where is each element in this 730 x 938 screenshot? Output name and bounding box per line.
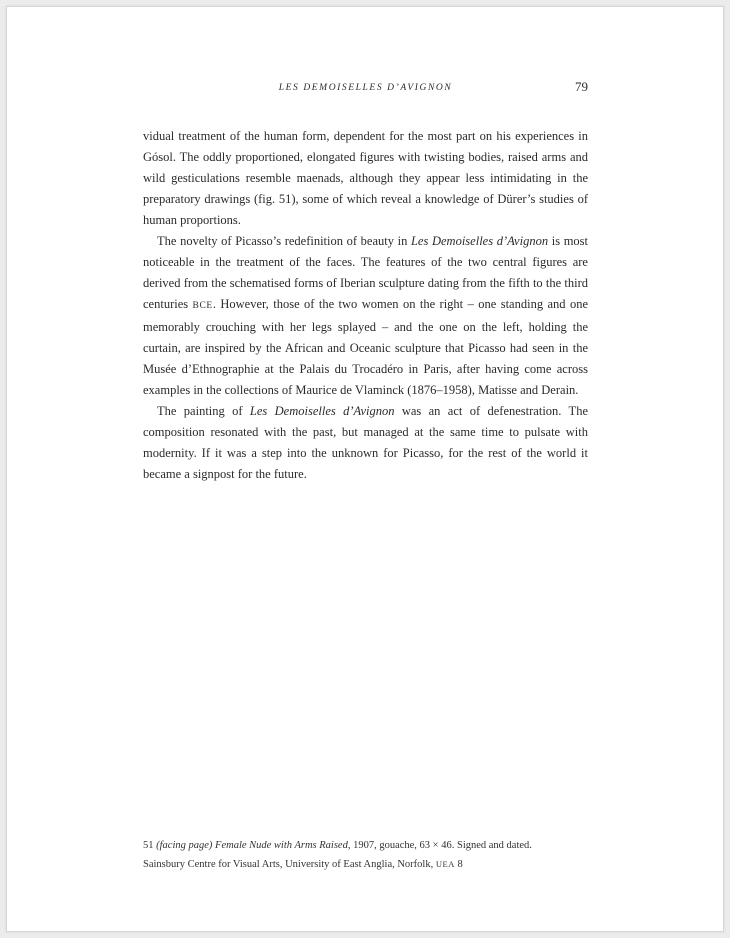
paragraph-1 bbox=[143, 126, 588, 231]
caption-collection-abbrev: UEA bbox=[435, 859, 455, 869]
caption-note: (facing page) bbox=[156, 840, 213, 851]
paragraph-2-text-a: The novelty of Picasso’s redefinition of beauty in bbox=[157, 234, 411, 248]
page-number: 79 bbox=[575, 79, 588, 94]
paragraph-2-text-b: is most noticeable in the treatment of the faces. The features of the two central figures are derived from the schematised forms of Iberian sculpture dating from the fifth to the third centuries bbox=[143, 234, 588, 311]
caption-artwork-title: Female Nude with Arms Raised bbox=[215, 840, 348, 851]
paragraph-3-text-a: The painting of bbox=[157, 404, 250, 418]
paragraph-3 bbox=[143, 401, 588, 485]
paragraph-2-text-c: . However, those of the two women on the right – one standing and one memorably crouching with her legs splayed – and the one on the left, holding the curtain, are inspired by the African and Oceanic sculpture that Picasso had seen in the Musée d’Ethnographie at the Palais du Trocadéro in Paris, after having come across examples in the collections of Maurice de Vlaminck (1876–1958), Matisse and Derain. bbox=[143, 297, 589, 397]
caption-line-2 bbox=[143, 855, 603, 874]
bce-abbreviation: BCE bbox=[192, 301, 213, 311]
paragraph-3-artwork-title: Les Demoiselles d’Avignon bbox=[249, 404, 395, 418]
caption-line-1 bbox=[143, 837, 603, 855]
body-text bbox=[143, 126, 588, 485]
figure-number: 51 bbox=[143, 840, 154, 851]
figure-caption bbox=[143, 837, 603, 874]
caption-collection: Sainsbury Centre for Visual Arts, University of East Anglia, Norfolk, bbox=[143, 859, 436, 870]
paragraph-2 bbox=[143, 231, 588, 401]
caption-details: , 1907, gouache, 63 × 46. Signed and dated. bbox=[347, 840, 532, 851]
paragraph-1-text: vidual treatment of the human form, dependent for the most part on his experiences in Gósol. The oddly proportioned, elongated figures with twisting bodies, raised arms and wild gesticulations resemble maenads, although they appear less intimidating in the preparatory drawings (fig. 51), some of which reveal a knowledge of Dürer’s studies of human proportions. bbox=[143, 129, 588, 227]
caption-accession: 8 bbox=[454, 859, 463, 870]
running-head bbox=[143, 78, 588, 98]
paragraph-3-text-b: was an act of defenestration. The composition resonated with the past, but managed at the same time to pulsate with modernity. If it was a step into the unknown for Picasso, for the rest of the world it became a signpost for the future. bbox=[143, 404, 588, 481]
paragraph-2-artwork-title: Les Demoiselles d’Avignon bbox=[410, 234, 549, 248]
book-page bbox=[6, 6, 724, 932]
running-title: LES DEMOISELLES D’AVIGNON bbox=[278, 83, 453, 93]
